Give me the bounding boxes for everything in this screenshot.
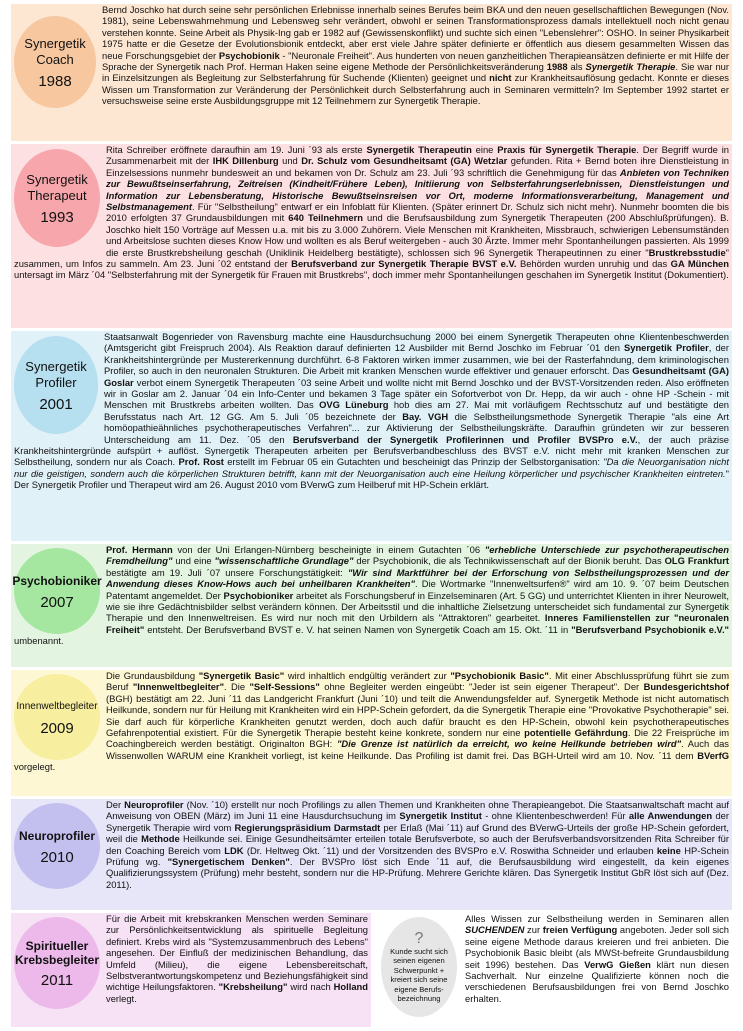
- badge-label-line: Profiler: [35, 375, 77, 391]
- section-synergetik-coach: [11, 4, 732, 141]
- badge-psychobioniker: [14, 548, 100, 634]
- section-text: Der Neuroprofiler (Nov. ´10) erstellt nur noch Profilings zu allen Themen und Krankheiten ohne Therapieangebot. Die Staatsanwaltschaft macht auf Anweisung von OBEN (März) im Juni 11 eine Hausdurchsuchung im Synergetik Institut - ohne Klientenbeschwerden! Für alle Anwendungen der Synergetik Therapie wird vom Regierungspräsidium Darmstadt per Erlaß (Mai ´11) auf Grund des BVerwG-Urteils der große HP-Schein gefordert, weil die Methode Heilkunde sei. Einige Gesundheitsämter erteilen totale Berufsverbote, so auch der Berufsverbandsvorsitzenden Rita Schreiber für den Coaching Bereich vom LDK (Dr. Heltweg Okt. ´11) und der Vorsitzenden des BVSPro e.V. Roswitha Schneider und erlauben keine HP-Schein Prüfung wg. "Synergetischem Denken". Der BVSPro löst sich Ende ´11 auf, die Berufsausbildung wird eingestellt, da kein eigenes Qualifizierungssystem (Prüfung) mehr besteht, sondern nur die HP-Prüfung. Mehrere Gerichte klären. Das Synergetik Institut GbR löst sich auf (Dez. 2011).: [106, 799, 730, 890]
- badge-innenweltbegleiter: [14, 674, 100, 760]
- question-line: kreiert sich seine: [390, 975, 448, 984]
- question-bubble: [381, 917, 457, 1017]
- badge-year: 1988: [38, 73, 72, 91]
- section-neuroprofiler: [11, 799, 732, 910]
- badge-synergetik-coach: [14, 16, 96, 108]
- badge-spiritueller-krebsbegleiter: [14, 917, 100, 1009]
- badge-label-line: Spiritueller: [25, 939, 89, 954]
- badge-label-line: Psychobioniker: [12, 574, 102, 589]
- badge-year: 2010: [40, 849, 74, 867]
- section-synergetik-profiler: [11, 331, 732, 541]
- question-line: seinen eigenen: [393, 956, 445, 965]
- section-text: Rita Schreiber eröffnete daraufhin am 19. Juni ´93 als erste Synergetik Therapeutin eine Praxis für Synergetik Therapie. Der Begriff wurde in Zusammenarbeit mit der IHK Dillenburg und Dr. Schulz vom Gesundheitsamt (GA) Wetzlar gefunden. Rita + Bernd boten ihre Dienstleistung in Einzelsessions nunmehr bundesweit an und bekamen von Dr. Schulz am 23. Juli ´93 schriftlich die Genehmigung für das Anbieten von Techniken zur Bewußtseinserfahrung, Zeitreisen (Kindheit/Frühere Leben), Initiierung von Selbsterfahrungserlebnissen, Dienstleistungen und Information zur Lebensberatung, Historische Bewußtseinsreisen vor Ort, moderne Informationsverarbeitung, Management und Selbstmanagement. Für "Selbstheilung" entwarf er ein Infoblatt für Klienten. (Später erinnert Dr. Schulz sich nicht mehr). Nunmehr boomten die bis 2010 erfolgten 37 Grundausbildungen mit 640 Teilnehmern und die Berufsausbildung zum Synergetik Therapeuten (200 Abschlußprüfungen). B. Joschko hielt 150 Vorträge auf Messen u.a. mit bis zu 3.000 Zuhörern. Viele Menschen mit Krankheiten, Missbrauch, schwierigen Lebensumständen und Arbeitslose suchten dieses Know How und wollten es als Beruf weitergeben - auch 30 Ärzte. Immer mehr Spontanheilungen passierten. Als 1999 die erste Brustkrebsheilung geschah (Uniklinik Heidelberg bestätigte), schlossen sich 96 Synergetik Therapeutinnen zu einer "Brustkrebsstudie" zusammen, um Infos zu sammeln. Am 23. Juni ´02 entstand der Berufsverband zur Synergetik Therapie BVST e.V. Behörden wurden unruhig und das GA München untersagt im März ´04 "Selbsterfahrung mit der Synergetik für Frauen mit Brustkrebs", doch immer mehr Spontanheilungen geschahen im Synergetik Institut (Dokumentiert).: [14, 144, 730, 281]
- section-text: Für die Arbeit mit krebskranken Menschen werden Seminare zur Persönlichkeitsentwicklung als spirituelle Begleitung definiert. Krebs wird als "Systemzusammenbruch des Lebens" angesehen. Der Einfluß der medizinischen Behandlung, das Umfeld (Milieu), die eigene Lebensbereitschaft, Selbstverantwortungskompetenz und Beziehungsfähigkeit sind wichtige Heilungsfaktoren. "Krebsheilung" wird nach Holland verlegt.: [106, 913, 368, 1004]
- section-text: Alles Wissen zur Selbstheilung werden in Seminaren allen SUCHENDEN zur freien Verfügung angeboten. Jeder soll sich seine eigene Methode daraus kreieren und frei anbieten. Die Psychobionik Basic bleibt (als MWSt-befreite Grundausbildung seit 1996) bestehen. Das VerwG Gießen klärt nun diesen Sachverhalt. Nur einzelne Qualifizierte können noch die verschiedenen Berufsausbildungen frei von Bernd Joschko erhalten.: [465, 913, 730, 1004]
- badge-year: 2009: [40, 720, 74, 738]
- question-line: Schwerpunkt +: [393, 965, 445, 975]
- question-mark-icon: ?: [414, 929, 424, 947]
- section-synergetik-therapeut: [11, 144, 732, 328]
- badge-year: 1993: [40, 209, 74, 227]
- badge-label-line: Synergetik: [25, 359, 87, 375]
- section-free-knowledge: [372, 913, 732, 1027]
- badge-year: 2007: [40, 594, 74, 612]
- badge-label-line: Synergetik: [26, 172, 88, 188]
- badge-synergetik-profiler: [14, 336, 98, 434]
- section-text: Die Grundausbildung "Synergetik Basic" wird inhaltlich endgültig verändert zur "Psychobionik Basic". Mit einer Abschlussprüfung führt sie zum Beruf "Innenweltbegleiter". Die "Self-Sessions" ohne Begleiter werden eingeübt: "Jeder ist sein eigener Therapeut". Der Bundesgerichtshof (BGH) bestätigt am 22. Juni ´11 das Landgericht Frankfurt (Juni ´10) und teilt die Anwendungsfelder auf. Synergetik Methode ist nicht automatisch Heilkunde, sondern nur für Heilung mit Krankheiten wird ein HPP-Schein gefordert, da die Synergetik Therapie eine "Provokative Psychotherapie" sei. Sie darf auch für körperliche Krankheiten genutzt werden, doch auch dafür braucht es den HP-Schein, obwohl kein psychotherapeutisches Gefahrenpotential existiert. Für die Synergetik Therapie besteht keine konkrete, sondern nur eine potentielle Gefährdung. Die 22 Freisprüche im Coachingbereich werden bestätigt. Originalton BGH: "Die Grenze ist natürlich da erreicht, wo keine Heilkunde betrieben wird". Auch das Wissenwollen WARUM eine Krankheit vorliegt, ist keine Heilkunde. Das Profiling ist damit frei. Das BGH-Urteil wird am 10. Nov. ´11 dem BVerfG vorgelegt.: [14, 670, 730, 773]
- section-text: Bernd Joschko hat durch seine sehr persönlichen Erlebnisse innerhalb seines Berufes beim BKA und den neuen gesellschaftlichen Bewegungen (Nov. 1981), seine Lebenswahrnehmung und Lebensweg sehr verändert, obwohl er seinen Transformationsprozess damals intellektuell noch nicht genau verstehen konnte. Seine Arbeit als Physik-Ing gab er 1982 auf (Gewissenskonflikt) und suchte sich einen "Lebenslehrer": OSHO. In seiner Physikarbeit 1975 hatte er die Gesetze der Evolutionsbionik entdeckt, aber erst viele Jahre später definierte er öffentlich aus diesem gesammelten Wissen das neue Forschungsgebiet der Psychobionik - "Neuronale Freiheit". Aus hunderten von neuen ganzheitlichen Therapieansätzen definierte er mit Hilfe der Sprache der Synergetik nach Prof. Herman Haken seine eigene Methode der Persönlichkeitsveränderung 1988 als Synergetik Therapie. Sie war nur in Einzelsitzungen als Begleitung zur Selbsterfahrung für Suchende (Klienten) geeignet und nicht zur Krankheitsauflösung gedacht. Konnte er dieses Wissen um Transformation zur Veränderung der Persönlichkeit durch Selbsterfahrung auch in Seminaren vermitteln? Im September 1992 startet er versuchsweise seine erste Ausbildungsgruppe mit 12 Teilnehmern zur Synergetik Therapie.: [102, 4, 729, 107]
- badge-year: 2011: [40, 972, 74, 990]
- badge-label-line: Coach: [36, 52, 74, 68]
- badge-label-line: Krebsbegleiter: [14, 953, 100, 968]
- section-spiritueller-krebsbegleiter: [11, 913, 371, 1027]
- badge-label-line: Innenweltbegleiter: [16, 701, 98, 713]
- section-text: Staatsanwalt Bogenrieder von Ravensburg machte eine Hausdurchsuchung 2000 bei einem Synergetik Therapeuten ohne Klientenbeschwerden (Amtsgericht gibt Freispruch 2004). Als Reaktion darauf definierten 12 Ausbilder mit Bernd Joschko im Februar ´01 den Synergetik Profiler, der Krankheitshintergründe per Mustererkennung durchführt. 6-8 Faktoren wirken immer zusammen, wie bei der Rasterfahndung, dem kriminologischen Profiler, so auch in den neuronalen Strukturen. Die Arbeit mit kranken Menschen wurde effektiver und genauer erforscht. Das Gesundheitsamt (GA) Goslar verbot einem Synergetik Therapeuten ´03 seine Arbeit und wollte nicht mit Bernd Joschko und der BVST-Vorsitzenden reden. Also eröffneten wir in Goslar am 2. Januar ´04 ein Info-Center und bekamen 3 Tage später ein Sofortverbot von Dr. Hepp, da wir auch - ohne HP -Schein - mit Menschen mit Brustkrebs arbeiten wollten. Das OVG Lüneburg hob dies am 27. Mai mit vorläufigem Rechtsschutz auf und bestätigte den Berufsstatus nach Art. 12 GG. Am 5. Juli ´05 bezeichnete der Bay. VGH die Selbstheilungsmethode Synergetik Therapie "als eine Art homöopathieähnliches psychotherapeutisches Verfahren"... zur Aktivierung der Selbstheilungskräfte. Daraufhin gründeten wir zur besseren Unterscheidung am 11. Dez. ´05 den Berufsverband der Synergetik Profilerinnen und Profiler BVSPro e.V., der auch präzise Krankheitshintergründe aufspürt + auflöst. Synergetik Therapeuten arbeiten per Berufsverbandbeschluss des BVST e.V. nicht mehr mit kranken Menschen zur Selbstheilung, sondern nur als Coach. Prof. Rost erstellt im Februar 05 ein Gutachten und bescheinigt das Prinzip der Selbstorganisation: "Da die Neuorganisation nicht nur die geistigen, sondern auch die körperlichen Strukturen betrifft, kann mit der Neuorganisation auch eine Heilung körperlicher und psychischer Krankheiten eintreten." Der Synergetik Profiler und Therapeut wird am 26. August 2010 vom BVerwG zum Heilberuf mit HP-Schein erklärt.: [14, 331, 729, 491]
- badge-synergetik-therapeut: [14, 149, 100, 247]
- question-line: Kunde sucht sich: [390, 946, 448, 956]
- section-text: Prof. Hermann von der Uni Erlangen-Nürnberg bescheinigte in einem Gutachten ´06 "erhebliche Unterschiede zur psychotherapeutischen Fremdheilung" und eine "wissenschaftliche Grundlage" der Psychobionik, die als Technikwissenschaft auf der Bionik beruht. Das OLG Frankfurt bestätigte am 19. Juli ´07 unsere Forschungstätigkeit: "Wir sind Marktführer bei der Erforschung von Selbstheilungsprozessen und der Anwendung dieses Know-Hows auch bei unheilbaren Krankheiten". Die Wortmarke "Innenweltsurfen®" wird am 10. 9. ´07 beim Deutschen Patentamt angemeldet. Der Psychobioniker arbeitet als Forschungsberuf in Einzelseminaren (Art. 5 GG) und unterrichtet Klienten in ihrer Neurowelt, wie sie ihre Gedächtnisbilder selbst verändern können. Der Arbeitsstil und die inhaltliche Zielsetzung unterscheidet sich fundamental zur Synergetik Therapie und den Innenweltreisen. Es wird nur noch mit den Urbildern als "Attraktoren" gearbeitet. Inneres Familienstellen zur "neuronalen Freiheit" entsteht. Der Berufsverband BVST e. V. hat seinen Namen von Synergetik Coach am 15. Okt. ´11 in "Berufsverband Psychobionik e.V." umbenannt.: [14, 544, 730, 647]
- badge-label-line: Therapeut: [27, 188, 87, 204]
- badge-label-line: Synergetik: [24, 36, 86, 52]
- badge-label-line: Neuroprofiler: [18, 829, 95, 844]
- question-line: bezeichnung: [397, 994, 441, 1003]
- badge-neuroprofiler: [14, 803, 100, 889]
- section-psychobioniker: [11, 544, 732, 667]
- section-innenweltbegleiter: [11, 670, 732, 796]
- question-line: eigene Berufs-: [394, 984, 444, 994]
- badge-year: 2001: [39, 396, 73, 414]
